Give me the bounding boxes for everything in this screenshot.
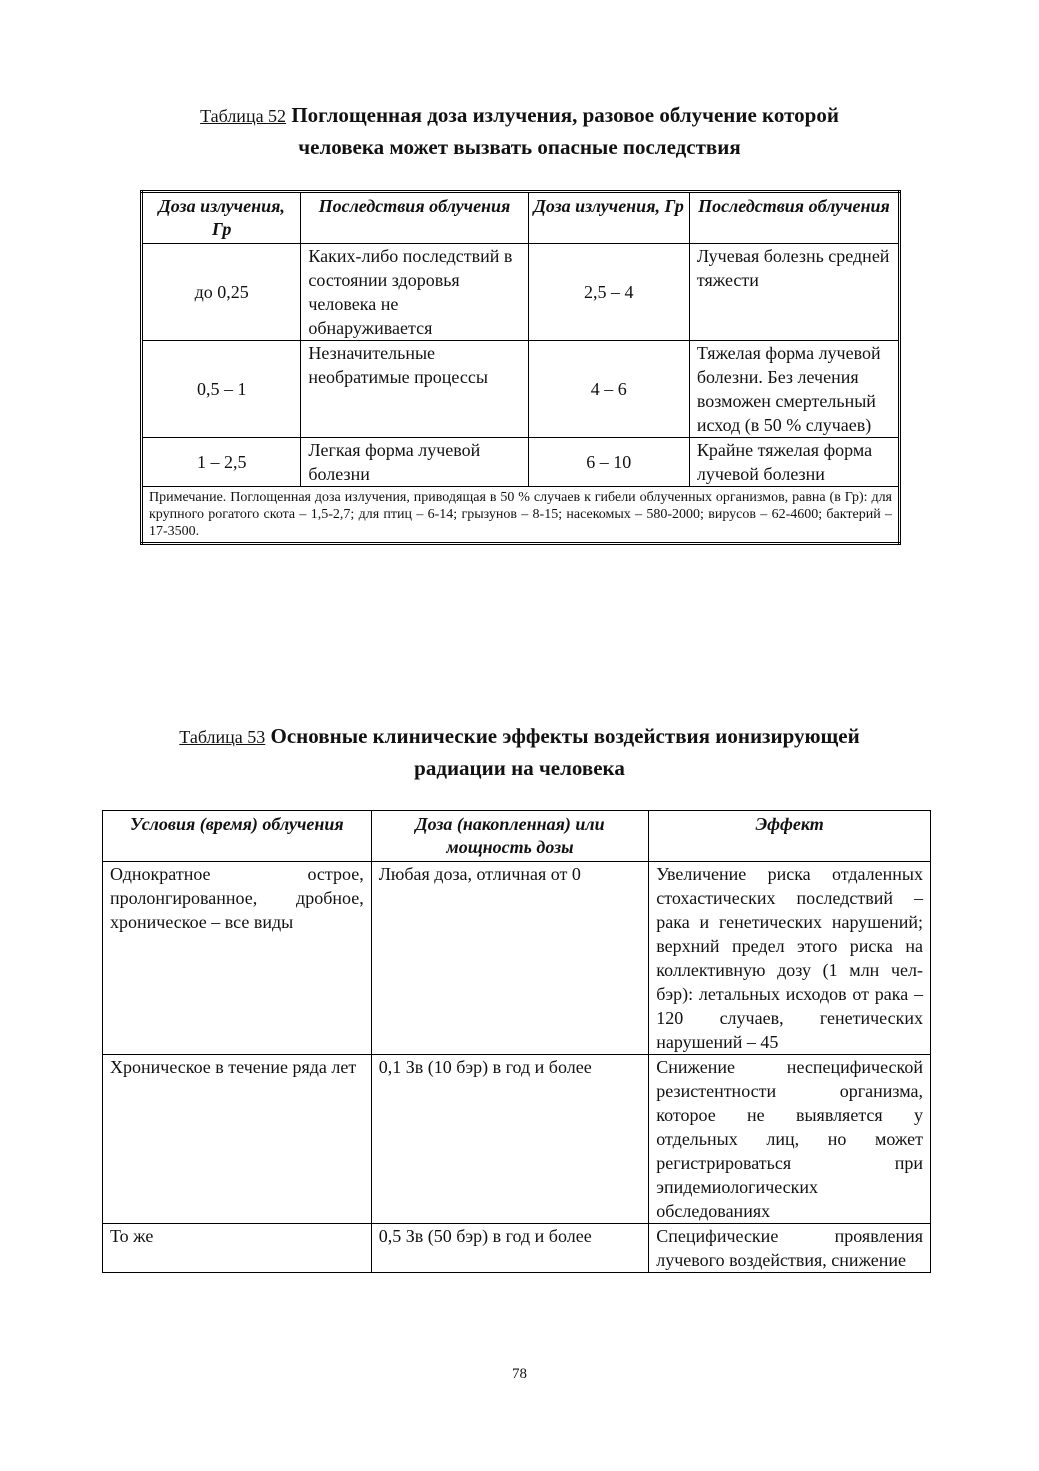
table-cell: Незначительные необратимые процессы <box>301 341 528 438</box>
table-cell: Хроническое в течение ряда лет <box>103 1055 372 1224</box>
table-53-label: Таблица 53 <box>179 727 266 747</box>
header-cell: Доза излучения, Гр <box>528 192 689 244</box>
table-cell: 0,5 Зв (50 бэр) в год и более <box>371 1224 649 1273</box>
table-note: Примечание. Поглощенная доза излучения, приводящая в 50 % случаев к гибели облученных организмов, равна (в Гр): для крупного рогатого скота – 1,5-2,7; для птиц – 6-14; грызунов – 8-15; насекомых – 580-2000; вирусов – 62-4600; бактерий – 17-3500. <box>142 487 900 544</box>
table-cell: Тяжелая форма лучевой болезни. Без лечения возможен смертельный исход (в 50 % случаев) <box>689 341 899 438</box>
table-cell: Крайне тяжелая форма лучевой болезни <box>689 438 899 487</box>
table-row <box>142 341 900 438</box>
table-53-title-line2: радиации на человека <box>414 756 625 780</box>
table-note-row <box>142 487 900 544</box>
table-53-title-line1: Основные клинические эффекты воздействия ионизирующей <box>270 724 860 748</box>
table-cell: Специфические проявления лучевого воздействия, снижение <box>649 1224 931 1273</box>
table-cell: Легкая форма лучевой болезни <box>301 438 528 487</box>
header-cell: Эффект <box>649 811 931 862</box>
table-row <box>103 1055 931 1224</box>
header-cell: Доза (накопленная) или мощность дозы <box>371 811 649 862</box>
header-cell: Последствия облучения <box>689 192 899 244</box>
table-header-row <box>142 192 900 244</box>
table-cell: 6 – 10 <box>528 438 689 487</box>
table-cell: Увеличение риска отдаленных стохастических последствий – рака и генетических нарушений; верхний предел этого риска на коллективную дозу (1 млн чел-бэр): летальных исходов от рака – 120 случаев, генетических нарушений – 45 <box>649 862 931 1055</box>
table-cell: Лучевая болезнь средней тяжести <box>689 244 899 341</box>
table-52-title-line1: Поглощенная доза излучения, разовое облучение которой <box>291 103 839 127</box>
table-cell: 1 – 2,5 <box>142 438 301 487</box>
header-cell: Условия (время) облучения <box>103 811 372 862</box>
table-cell: 4 – 6 <box>528 341 689 438</box>
table-cell: 0,5 – 1 <box>142 341 301 438</box>
table-52-label: Таблица 52 <box>200 106 287 126</box>
table-cell: до 0,25 <box>142 244 301 341</box>
page-number: 78 <box>512 1366 527 1382</box>
table-cell: Однократное острое, пролонгированное, дробное, хроническое – все виды <box>103 862 372 1055</box>
table-cell: Каких-либо последствий в состоянии здоровья человека не обнаруживается <box>301 244 528 341</box>
table-row <box>142 438 900 487</box>
table-cell: То же <box>103 1224 372 1273</box>
table-52 <box>140 190 901 545</box>
table-cell: Любая доза, отличная от 0 <box>371 862 649 1055</box>
table-row <box>103 862 931 1055</box>
table-cell: Снижение неспецифической резистентности организма, которое не выявляется у отдельных лиц, но может регистрироваться при эпидемиологических обследованиях <box>649 1055 931 1224</box>
table-52-caption <box>0 100 1039 163</box>
table-cell: 0,1 Зв (10 бэр) в год и более <box>371 1055 649 1224</box>
table-row <box>142 244 900 341</box>
table-53 <box>102 810 931 1273</box>
table-header-row <box>103 811 931 862</box>
table-52-title-line2: человека может вызвать опасные последствия <box>298 135 741 159</box>
header-cell: Доза излучения, Гр <box>142 192 301 244</box>
table-cell: 2,5 – 4 <box>528 244 689 341</box>
table-53-caption <box>0 721 1039 784</box>
header-cell: Последствия облучения <box>301 192 528 244</box>
table-row <box>103 1224 931 1273</box>
